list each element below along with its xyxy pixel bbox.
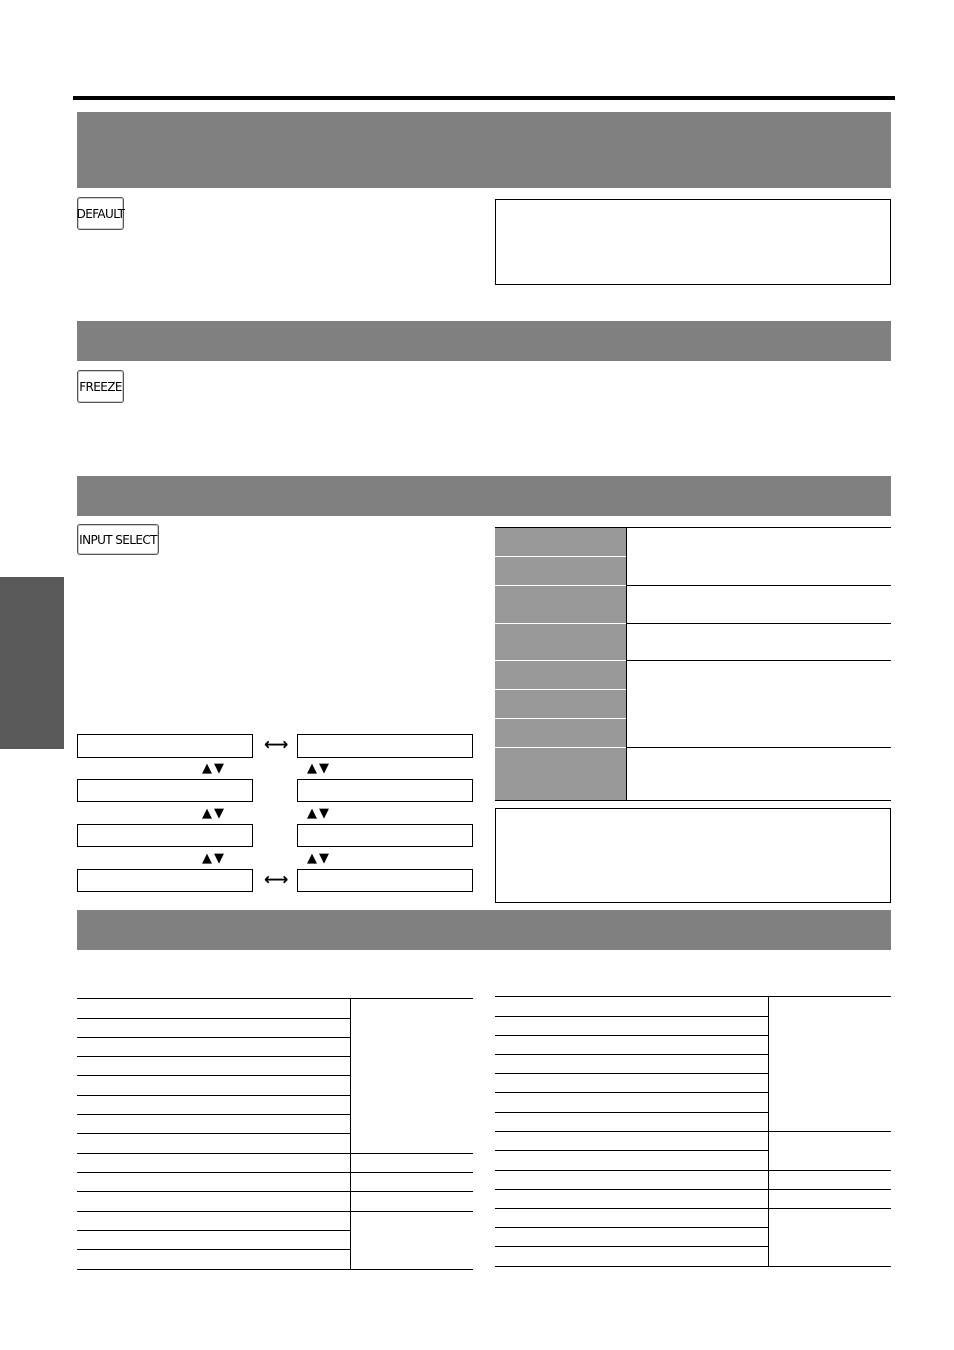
table-line (495, 1150, 768, 1151)
table-line (77, 1249, 350, 1250)
table-line (626, 660, 891, 661)
table-line (626, 623, 891, 624)
flow-box-right-3 (297, 824, 473, 847)
table-line (77, 1230, 350, 1231)
input-select-button[interactable] (77, 524, 159, 555)
table-line (495, 527, 891, 528)
flow-box-left-3 (77, 824, 253, 847)
table-line (495, 1227, 768, 1228)
table-line (77, 1018, 350, 1019)
left-right-arrow-icon: ⟷ (264, 870, 289, 890)
table-line (495, 1246, 768, 1247)
input-table-cell (495, 624, 626, 660)
input-table-cell (495, 527, 626, 556)
table-line (77, 1114, 350, 1115)
table-line (77, 1153, 473, 1154)
table-line (495, 1112, 768, 1113)
section-header-freeze (77, 321, 891, 361)
input-table-cell (495, 690, 626, 718)
up-down-arrow-icon: ▲▼ (307, 851, 331, 866)
table-line (495, 1016, 768, 1017)
table-line (495, 1170, 891, 1171)
section-header-input-select (77, 476, 891, 516)
table-line (495, 1092, 768, 1093)
table-line (77, 1056, 350, 1057)
up-down-arrow-icon: ▲▼ (202, 851, 226, 866)
table-line (626, 747, 891, 748)
table-line (77, 1133, 350, 1134)
table-line (495, 996, 891, 997)
table-line (77, 1269, 473, 1270)
input-table-cell (495, 748, 626, 801)
table-line (77, 1095, 350, 1096)
default-button[interactable] (77, 197, 124, 230)
up-down-arrow-icon: ▲▼ (307, 806, 331, 821)
table-line (350, 998, 351, 1270)
top-rule (73, 96, 895, 100)
default-button-label: DEFAULT (76, 206, 125, 221)
up-down-arrow-icon: ▲▼ (202, 806, 226, 821)
table-line (495, 1266, 891, 1267)
left-right-arrow-icon: ⟷ (264, 735, 289, 755)
input-table-cell (495, 557, 626, 585)
table-line (495, 1131, 891, 1132)
table-line (626, 527, 627, 801)
input-select-button-label: INPUT SELECT (79, 532, 157, 547)
table-line (495, 1189, 891, 1190)
input-table-cell (495, 719, 626, 747)
flow-box-right-2 (297, 779, 473, 802)
table-line (77, 1075, 350, 1076)
table-line (77, 1172, 473, 1173)
table-line (495, 1054, 768, 1055)
table-line (495, 1208, 891, 1209)
table-line (77, 1211, 473, 1212)
table-line (495, 1073, 768, 1074)
flow-box-right-1 (297, 734, 473, 758)
chapter-side-tab (0, 577, 64, 749)
flow-box-left-4 (77, 869, 253, 892)
section-header-signals (77, 910, 891, 950)
table-line (495, 800, 891, 801)
freeze-button[interactable] (77, 370, 124, 403)
table-line (626, 585, 891, 586)
flow-box-right-4 (297, 869, 473, 892)
note-box-input-select (495, 808, 891, 903)
note-box-default (495, 199, 891, 285)
up-down-arrow-icon: ▲▼ (202, 761, 226, 776)
table-line (77, 1037, 350, 1038)
input-table-cell (495, 661, 626, 689)
table-line (495, 1035, 768, 1036)
section-header-default (77, 112, 891, 188)
table-line (768, 996, 769, 1267)
input-table-cell (495, 586, 626, 623)
input-table (495, 527, 891, 801)
table-line (77, 998, 473, 999)
flow-box-left-2 (77, 779, 253, 802)
freeze-button-label: FREEZE (79, 379, 122, 394)
signal-table-left (77, 998, 473, 1270)
signal-table-right (495, 996, 891, 1267)
table-line (77, 1191, 473, 1192)
flow-box-left-1 (77, 734, 253, 758)
up-down-arrow-icon: ▲▼ (307, 761, 331, 776)
